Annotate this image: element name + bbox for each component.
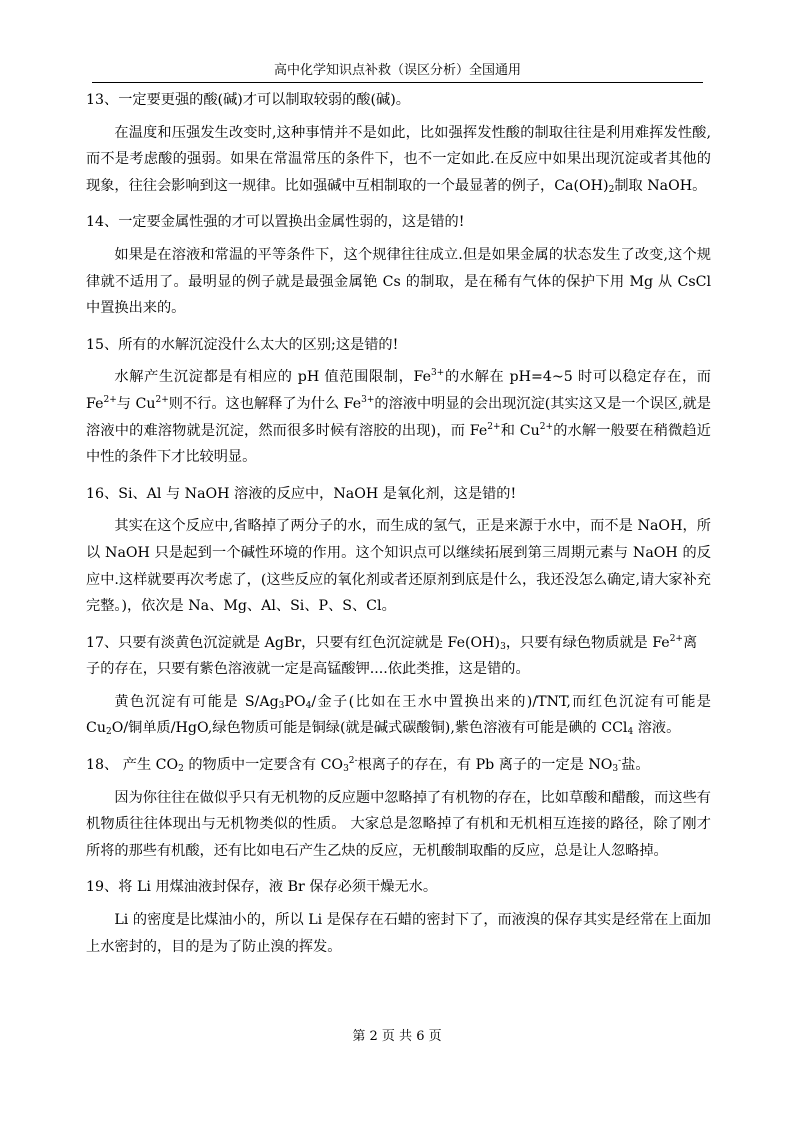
item-heading: 17、只要有淡黄色沉淀就是 AgBr，只要有红色沉淀就是 $Fe(OH)_3$，只要有绿色物质就是 $Fe^{2+}$离子的存在，只要有紫色溶液就一定是高锰酸钾....依此类推，这是错的。: [86, 633, 698, 678]
item-explanation: Li 的密度是比煤油小的，所以 Li 是保存在石蜡的密封下了，而液溴的保存其实是经常在上面加上水密封的，目的是为了防止溴的挥发。: [86, 912, 711, 955]
page-header: 高中化学知识点补救（误区分析）全国通用: [273, 63, 521, 78]
item-explanation: 其实在这个反应中,省略掉了两分子的水，而生成的氢气，正是来源于水中，而不是 NaOH，所以 NaOH 只是起到一个碱性环境的作用。这个知识点可以继续拓展到第三周期元素与 NaOH 的反应中.这样就要再次考虑了，(这些反应的氧化剂或者还原剂到底是什么，我还没怎么确定,请大家补充完整。)，依次是 Na、Mg、Al、Si、P、S、Cl。: [86, 518, 711, 615]
page-content: [86, 87, 711, 970]
item-explanation: 如果是在溶液和常温的平等条件下，这个规律往往成立.但是如果金属的状态发生了改变,这个规律就不适用了。最明显的例子就是最强金属铯 Cs 的制取，是在稀有气体的保护下用 Mg 从 CsCl 中置换出来的。: [86, 246, 711, 317]
item-explanation: 在温度和压强发生改变时,这种事情并不是如此，比如强挥发性酸的制取往往是利用难挥发性酸,而不是考虑酸的强弱。如果在常温常压的条件下，也不一定如此.在反应中如果出现沉淀或者其他的现象，往往会影响到这一规律。比如强碱中互相制取的一个最显著的例子，$Ca(OH)_2$制取 NaOH。: [86, 124, 711, 195]
item-heading: 19、将 Li 用煤油液封保存，液 Br 保存必须干燥无水。: [86, 879, 438, 896]
page-number: 第 2 页 共 6 页: [352, 1029, 442, 1044]
item-heading: 18、 产生 $CO_2$ 的物质中一定要含有 $CO_3^{2-}$根离子的存在，有 Pb 离子的一定是 $NO_3^-$盐。: [86, 756, 650, 775]
item-heading: 16、Si、Al 与 NaOH 溶液的反应中，NaOH 是氧化剂，这是错的!: [86, 485, 517, 502]
item-16: [86, 481, 711, 620]
item-heading: 14、一定要金属性强的才可以置换出金属性弱的，这是错的!: [86, 214, 465, 231]
item-18: [86, 752, 711, 864]
item-explanation: 黄色沉淀有可能是 $S/Ag_3PO_4/$金子(比如在王水中置换出来的)/TNT,而红色沉淀有可能是 $Cu_2O/$铜单质/HgO,绿色物质可能是铜绿(就是碱式碳酸铜),紫色溶液有可能是碘的 CCl$_4$ 溶液。: [86, 693, 711, 738]
item-explanation: 因为你往往在做似乎只有无机物的反应题中忽略掉了有机物的存在，比如草酸和醋酸，而这些有机物质往往体现出与无机物类似的性质。 大家总是忽略掉了有机和无机相互连接的路径，除了刚才所将的那些有机酸，还有比如电石产生乙炔的反应，无机酸制取酯的反应，总是让人忽略掉。: [86, 789, 711, 859]
item-15: [86, 332, 711, 471]
header-divider: [92, 82, 703, 83]
item-explanation: 水解产生沉淀都是有相应的 pH 值范围限制，$Fe^{3+}$的水解在 pH=4~5 时可以稳定存在，而 $Fe^{2+}$与 $Cu^{2+}$则不行。这也解释了为什么 $Fe^{3+}$的溶液中明显的会出现沉淀(其实这又是一个误区,就是溶液中的难溶物就是沉淀，然而很多时候有溶胶的出现)，而 $Fe^{2+}$和 $Cu^{2+}$的水解一般要在稍微趋近中性的条件下才比较明显。: [86, 368, 711, 466]
item-heading: 13、一定要更强的酸(碱)才可以制取较弱的酸(碱)。: [86, 92, 410, 108]
item-heading: 15、所有的水解沉淀没什么太大的区别;这是错的!: [86, 336, 399, 353]
item-19: [86, 874, 711, 960]
item-14: [86, 209, 711, 321]
item-17: [86, 630, 711, 742]
item-13: [86, 87, 711, 199]
